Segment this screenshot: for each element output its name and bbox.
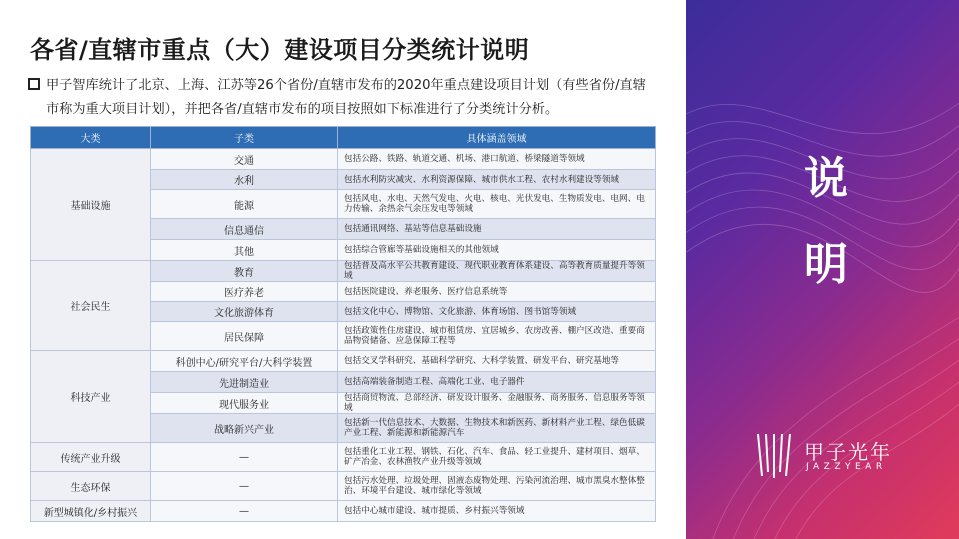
- side-title-char-2: 明: [804, 239, 848, 290]
- table-row: [31, 261, 656, 282]
- description-cell: 包括通讯网络、基站等信息基础设施: [338, 219, 656, 240]
- subcategory-cell: 战略新兴产业: [151, 414, 338, 443]
- subcategory-cell: —: [151, 472, 338, 501]
- header-subcategory: 子类: [151, 127, 338, 149]
- description-cell: 包括普及高水平公共教育建设、现代职业教育体系建设、高等教育质量提升等领域: [338, 261, 656, 282]
- subcategory-cell: 科创中心/研究平台/大科学装置: [151, 351, 338, 372]
- side-decoration-panel: [686, 0, 959, 539]
- page-title: 各省/直辖市重点（大）建设项目分类统计说明: [30, 36, 530, 64]
- side-title-char-1: 说: [804, 153, 848, 204]
- description-cell: 包括医院建设、养老服务、医疗信息系统等: [338, 282, 656, 302]
- subcategory-cell: 交通: [151, 149, 338, 170]
- header-category: 大类: [31, 127, 151, 149]
- bullet-text: 甲子智库统计了北京、上海、江苏等26个省份/直辖市发布的2020年重点建设项目计划（有些省份/直辖市称为重大项目计划），并把各省/直辖市发布的项目按照如下标准进行了分类统计分析。: [46, 78, 646, 117]
- description-cell: 包括综合管廊等基础设施相关的其他领域: [338, 240, 656, 261]
- description-cell: 包括文化中心、博物馆、文化旅游、体育场馆、图书馆等领域: [338, 302, 656, 322]
- subcategory-cell: 水利: [151, 170, 338, 190]
- subcategory-cell: —: [151, 443, 338, 472]
- square-bullet-icon: [28, 78, 40, 90]
- subcategory-cell: 医疗养老: [151, 282, 338, 302]
- subcategory-cell: 能源: [151, 190, 338, 219]
- subcategory-cell: 现代服务业: [151, 393, 338, 414]
- description-cell: 包括高端装备制造工程、高端化工业、电子器件: [338, 372, 656, 393]
- description-cell: 包括新一代信息技术、大数据、生物技术和新医药、新材料产业工程、绿色低碳产业工程、新能源和新能源汽车: [338, 414, 656, 443]
- description-cell: 包括中心城市建设、城市提质、乡村振兴等领域: [338, 501, 656, 522]
- logo-chinese-text: 甲子光年: [804, 440, 892, 464]
- description-cell: 包括公路、铁路、轨道交通、机场、港口航道、桥梁隧道等领域: [338, 149, 656, 170]
- category-cell: 基础设施: [31, 149, 151, 261]
- description-cell: 包括污水处理、垃圾处理、固液态废物处理、污染河流治理、城市黑臭水整体整治、环境平台建设、城市绿化等领域: [338, 472, 656, 501]
- subcategory-cell: 居民保障: [151, 322, 338, 351]
- description-cell: 包括重化工业工程、钢铁、石化、汽车、食品、轻工业提升、建材项目、烟草、矿产冶金、农林渔牧产业升级等领域: [338, 443, 656, 472]
- description-cell: 包括政策性住房建设、城市租赁房、宜居城乡、农房改善、棚户区改造、重要商品物资储备、应急保障工程等: [338, 322, 656, 351]
- table-row: [31, 351, 656, 372]
- description-cell: 包括风电、水电、天然气发电、火电、核电、光伏发电、生物质发电、电网、电力传输、余热余气余压发电等领域: [338, 190, 656, 219]
- table-row: [31, 149, 656, 170]
- table-row: [31, 472, 656, 501]
- subcategory-cell: 其他: [151, 240, 338, 261]
- category-cell: 新型城镇化/乡村振兴: [31, 501, 151, 522]
- subcategory-cell: 信息通信: [151, 219, 338, 240]
- brand-logo: [754, 432, 914, 482]
- category-cell: 科技产业: [31, 351, 151, 443]
- description-cell: 包括商贸物流、总部经济、研发设计服务、金融服务、商务服务、信息服务等领域: [338, 393, 656, 414]
- table-header-row: [31, 127, 656, 149]
- category-cell: 生态环保: [31, 472, 151, 501]
- table-row: [31, 501, 656, 522]
- subcategory-cell: 文化旅游体育: [151, 302, 338, 322]
- subcategory-cell: —: [151, 501, 338, 522]
- classification-table: [30, 126, 656, 522]
- description-cell: 包括水利防灾减灾、水利资源保障、城市供水工程、农村水利建设等领域: [338, 170, 656, 190]
- logo-english-text: JAZZYEAR: [806, 462, 887, 472]
- description-cell: 包括交叉学科研究、基础科学研究、大科学装置、研发平台、研究基地等: [338, 351, 656, 372]
- header-description: 具体涵盖领域: [338, 127, 656, 149]
- jazzyear-logo-icon: [754, 432, 794, 480]
- subcategory-cell: 先进制造业: [151, 372, 338, 393]
- bullet-paragraph: [28, 74, 658, 122]
- category-cell: 传统产业升级: [31, 443, 151, 472]
- subcategory-cell: 教育: [151, 261, 338, 282]
- category-cell: 社会民生: [31, 261, 151, 351]
- table-row: [31, 443, 656, 472]
